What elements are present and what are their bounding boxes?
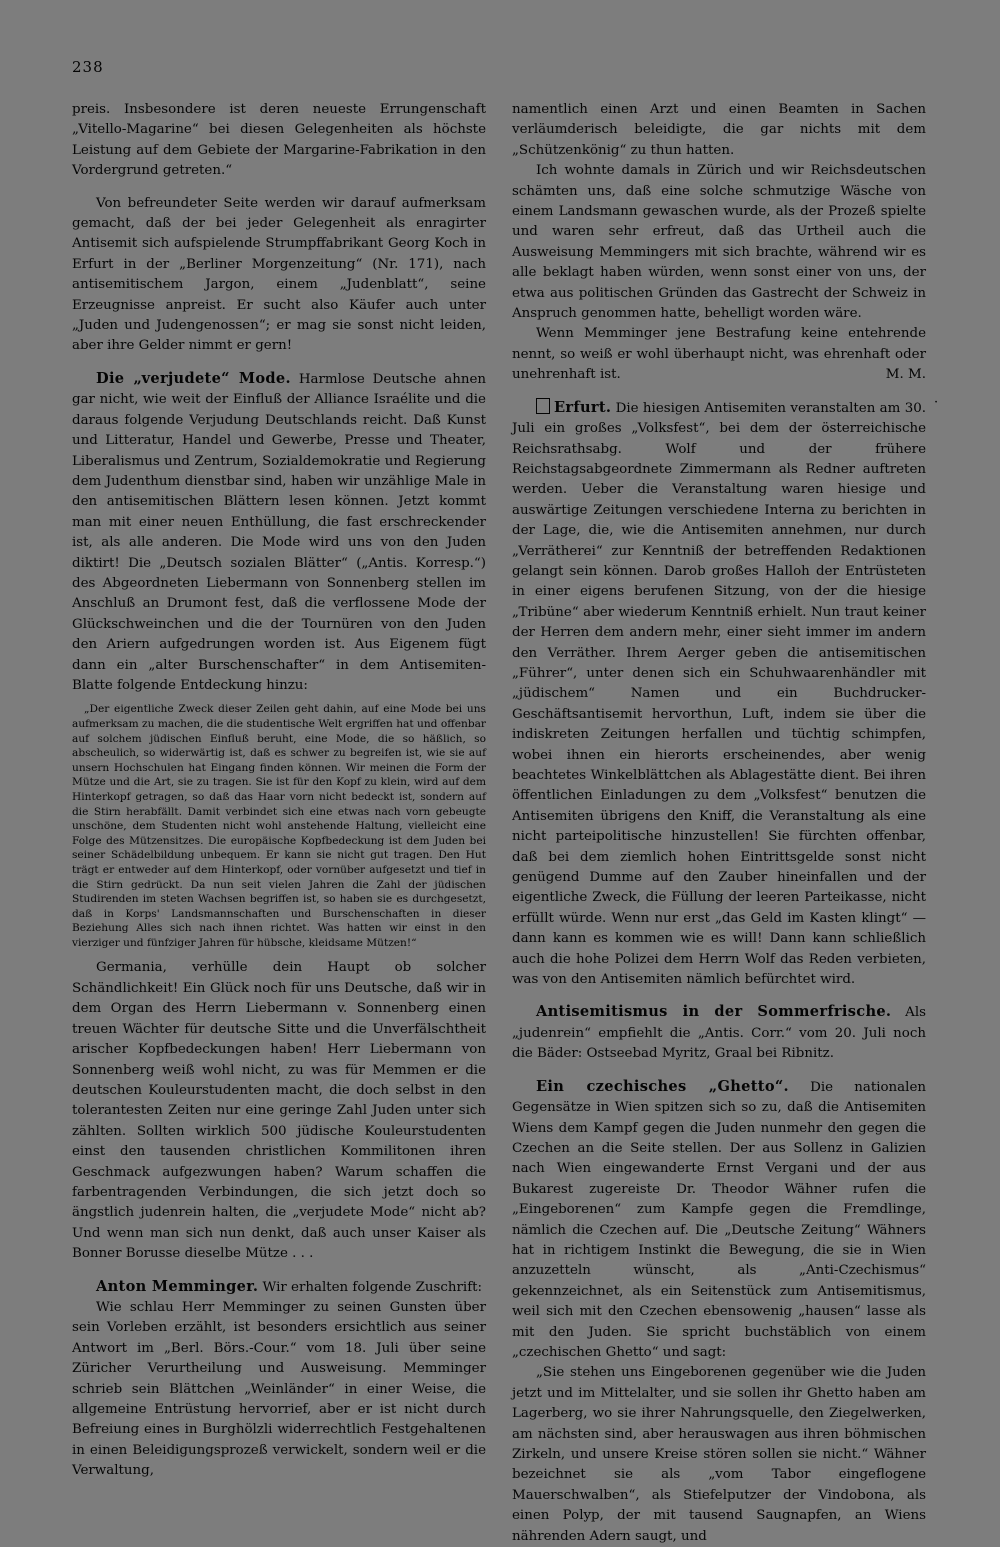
article-paragraph <box>512 100 926 161</box>
left-column <box>72 100 486 1482</box>
page-number: 238 <box>72 58 104 76</box>
paragraph-text: Wir erhalten folgende Zuschrift: <box>258 1279 483 1295</box>
paragraph-text: Ich wohnte damals in Zürich und wir Reichsdeutschen schämten uns, daß eine solche schmutzige Wäsche von einem Landsmann gewaschen wurde, als der Prozeß spielte und waren sehr erfreut, daß das Urtheil auch die Ausweisung Memmingers mit sich brachte, während wir es alle beklagt haben würden, wenn sonst einer von uns, der etwa aus politischen Gründen das Gastrecht der Schweiz in Anspruch genommen hatte, behelligt worden wäre. <box>512 163 926 322</box>
paragraph-text: Wenn Memminger jene Bestrafung keine entehrende nennt, so weiß er wohl überhaupt nicht, was ehrenhaft oder unehrenhaft ist. <box>512 326 926 383</box>
paragraph-text: preis. Insbesondere ist deren neueste Errungenschaft „Vitello-Magarine“ bei diesen Gelegenheiten als höchste Leistung auf dem Gebiete der Margarine-Fabrikation in den Vordergrund getreten.“ <box>72 102 486 179</box>
article-paragraph <box>512 1363 926 1547</box>
paragraph-text: Als „judenrein“ empfiehlt die „Antis. Corr.“ vom 20. Juli noch die Bäder: Ostseebad Myritz, Graal bei Ribnitz. <box>512 1005 926 1062</box>
article-paragraph <box>72 100 486 182</box>
author-signature: M. M. <box>885 367 926 383</box>
article-paragraph <box>72 1298 486 1482</box>
article-paragraph <box>512 324 926 385</box>
article-heading: Antisemitismus in der Sommerfrische. <box>536 1003 892 1021</box>
article-heading: Ein czechisches „Ghetto“. <box>536 1077 789 1095</box>
article-heading: Anton Memminger. <box>96 1277 259 1295</box>
article-paragraph <box>512 1077 926 1364</box>
quoted-passage <box>72 702 486 950</box>
article-heading: Erfurt. <box>554 398 612 416</box>
article-heading: Die „verjudete“ Mode. <box>96 369 291 387</box>
paragraph-text: „Der eigentliche Zweck dieser Zeilen geht dahin, auf eine Mode bei uns aufmerksam zu machen, die die studentische Welt ergriffen hat und offenbar auf solchem jüdischen Einfluß beruht, eine Mode, die so häßlich, so abscheulich, so widerwärtig ist, daß es schwer zu begreifen ist, wie sie auf unsern Hochschulen hat Eingang finden können. Wir meinen die Form der Mütze und die Art, sie zu tragen. Sie ist für den Kopf zu klein, wird auf dem Hinterkopf getragen, so daß das Haar vorn nicht bedeckt ist, sondern auf die Stirn herabfällt. Damit verbindet sich eine etwas nach vorn gebeugte unschöne, dem Studenten nicht wohl anstehende Haltung, vielleicht eine Folge des Mützensitzes. Die europäische Kopfbedeckung ist dem Juden bei seiner Schädelbildung unbequem. Er kann sie nicht gut tragen. Den Hut trägt er entweder auf dem Hinterkopf, oder vornüber aufgesetzt und tief in die Stirn gedrückt. Da nun seit vielen Jahren die Zahl der jüdischen Studirenden im steten Wachsen begriffen ist, so haben sie es durchgesetzt, daß in Korps' Landsmannschaften und Burschenschaften in dieser Beziehung Alles sich nach ihnen richtet. Was hatten wir einst in den vierziger und fünfziger Jahren für hübsche, kleidsame Mützen!“ <box>72 703 486 949</box>
margin-mark: · <box>934 395 939 410</box>
paragraph-text: Die hiesigen Antisemiten veranstalten am 30. Juli ein großes „Volksfest“, bei dem der österreichische Reichsrathsabg. Wolf und der frühere Reichstagsabgeordnete Zimmermann als Redner auftreten werden. Ueber die Veranstaltung waren hiesige und auswärtige Zeitungen verschiedene Interna zu berichten in der Lage, die, wie die Antisemiten annehmen, nur durch „Verrätherei“ zur Kenntniß der betreffenden Redaktionen gelangt sein können. Darob großes Halloh der Entrüsteten in einer eigens berufenen Sitzung, von der die hiesige „Tribüne“ aber wiederum Kenntniß erhielt. Nun traut keiner der Herren dem andern mehr, einer sieht immer im andern den Verräther. Ihrem Aerger geben die antisemitischen „Führer“, unter denen sich ein Schuhwaarenhändler mit „jüdischem“ Namen und ein Buchdrucker-Geschäftsantisemit hervorthun, Luft, indem sie über die indiskreten Zeitungen herfallen und tüchtig schimpfen, wobei ihnen ein hierorts erscheinendes, aber wenig beachtetes Winkelblättchen als Ablagestätte dient. Bei ihren öffentlichen Einladungen zu dem „Volksfest“ benutzen die Antisemiten übrigens den Kniff, die Veranstaltung als eine nicht parteipolitische hinzustellen! Sie fürchten offenbar, daß bei dem ziemlich hohen Eintrittsgelde sonst nicht genügend Dumme auf den Zauber hineinfallen und der eigentliche Zweck, die Füllung der leeren Parteikasse, nicht erfüllt würde. Wenn nur erst „das Geld im Kasten klingt“ — dann kann es kommen wie es will! Dann kann schließlich auch die hohe Polizei dem Herrn Wolf das Reden verbieten, was von den Antisemiten nämlich befürchtet wird. <box>512 400 926 988</box>
article-paragraph <box>512 1002 926 1064</box>
paragraph-text: Harmlose Deutsche ahnen gar nicht, wie weit der Einfluß der Alliance Israélite und die daraus folgende Verjudung Deutschlands reicht. Daß Kunst und Litteratur, Handel und Gewerbe, Presse und Theater, Liberalismus und Zentrum, Sozialdemokratie und Regierung dem Judenthum dienstbar sind, haben wir unzählige Male in den antisemitischen Blättern lesen können. Jetzt kommt man mit einer neuen Enthüllung, die fast erschreckender ist, als alle anderen. Die Mode wird uns von den Juden diktirt! Die „Deutsch sozialen Blätter“ („Antis. Korresp.“) des Abgeordneten Liebermann von Sonnenberg stellen im Anschluß an Drumont fest, daß die verflossene Mode der Glückschweinchen und die der Tournüren von den Juden den Ariern aufgedrungen worden ist. Aus Eigenem fügt dann ein „alter Burschenschafter“ in dem Antisemiten-Blatte folgende Entdeckung hinzu: <box>72 371 486 693</box>
paragraph-text: Die nationalen Gegensätze in Wien spitzen sich so zu, daß die Antisemiten Wiens dem Kampf gegen die Juden nunmehr den gegen die Czechen an die Seite stellen. Der aus Sollenz in Galizien nach Wien eingewanderte Ernst Vergani und der aus Bukarest zugereiste Dr. Theodor Wähner rufen die „Eingeborenen“ zum Kampfe gegen die Fremdlinge, nämlich die Czechen auf. Die „Deutsche Zeitung“ Wähners hat in richtigem Instinkt die Bewegung, die sie in Wien anzuzetteln wünscht, als „Anti-Czechismus“ gekennzeichnet, als ein Seitenstück zum Antisemitismus, weil sich mit den Czechen ebensowenig „hausen“ lasse als mit den Juden. Sie spricht buchstäblich von einem „czechischen Ghetto“ und sagt: <box>512 1079 926 1360</box>
article-paragraph <box>512 398 926 991</box>
article-paragraph <box>72 194 486 357</box>
article-paragraph <box>72 1277 486 1298</box>
right-column <box>512 100 926 1547</box>
paragraph-text: Wie schlau Herr Memminger zu seinen Gunsten über sein Vorleben erzählt, ist besonders ersichtlich aus seiner Antwort im „Berl. Börs.-Cour.“ vom 18. Juli über seine Züricher Verurtheilung und Ausweisung. Memminger schrieb sein Blättchen „Weinländer“ in einer Weise, die allgemeine Entrüstung hervorrief, aber er ist nicht durch Befreiung eines in Burghölzli widerrechtlich Festgehaltenen in einen Beleidigungsprozeß verwickelt, sondern weil er die Verwaltung, <box>72 1299 486 1479</box>
checkbox-ornament-icon <box>536 398 550 414</box>
article-paragraph <box>72 369 486 697</box>
article-paragraph <box>72 958 486 1264</box>
paragraph-text: Germania, verhülle dein Haupt ob solcher Schändlichkeit! Ein Glück noch für uns Deutsche, daß wir in dem Organ des Herrn Liebermann v. Sonnenberg einen treuen Wächter für deutsche Sitte und die Unverfälschtheit arischer Kopfbedeckungen haben! Herr Liebermann von Sonnenberg weiß wohl nicht, zu was für Memmen er die deutschen Kouleurstudenten macht, die doch selbst in den tolerantesten Zeiten nur eine geringe Zahl Juden unter sich zählten. Sollten wirklich 500 jüdische Kouleurstudenten einst den tausenden christlichen Kommilitonen ihren Geschmack aufgezwungen haben? Warum schaffen die farbentragenden Verbindungen, die sich jetzt doch so ängstlich judenrein halten, die „verjudete Mode“ nicht ab? Und wenn man sich nun denkt, daß auch unser Kaiser als Bonner Borusse dieselbe Mütze . . . <box>72 960 486 1262</box>
paragraph-text: namentlich einen Arzt und einen Beamten in Sachen verläumderisch beleidigte, die gar nichts mit dem „Schützenkönig“ zu thun hatten. <box>512 102 926 158</box>
paragraph-text: Von befreundeter Seite werden wir darauf aufmerksam gemacht, daß der bei jeder Gelegenheit als enragirter Antisemit sich aufspielende Strumpffabrikant Georg Koch in Erfurt in der „Berliner Morgenzeitung“ (Nr. 171), nach antisemitischem Jargon, einem „Judenblatt“, seine Erzeugnisse anpreist. Er sucht also Käufer auch unter „Juden und Judengenossen“; er mag sie sonst nicht leiden, aber ihre Gelder nimmt er gern! <box>72 195 486 354</box>
article-paragraph <box>512 161 926 324</box>
paragraph-text: „Sie stehen uns Eingeborenen gegenüber wie die Juden jetzt und im Mittelalter, und sie sollen ihr Ghetto haben am Lagerberg, wo sie ihrer Nahrungsquelle, den Ziegelwerken, am nächsten sind, aber herauswagen aus ihren böhmischen Zirkeln, und unsere Kreise stören sollen sie nicht.“ Wähner bezeichnet sie als „vom Tabor eingeflogene Mauerschwalben“, als Stiefelputzer der Vindobona, als einen Polyp, der mit tausend Saugnapfen, an Wiens nährenden Adern saugt, und <box>512 1365 926 1544</box>
